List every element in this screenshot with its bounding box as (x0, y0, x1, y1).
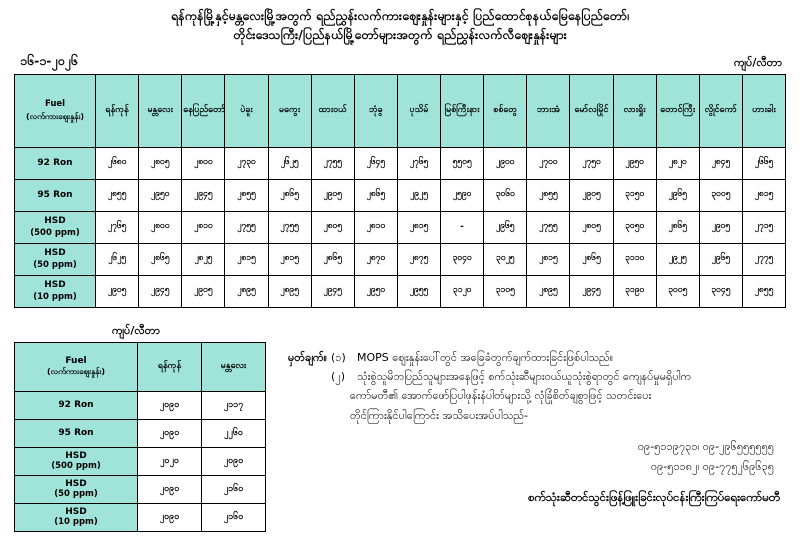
column-header-city: စစ်တွေ (484, 74, 527, 147)
price-cell: ၂၉၀၀ (484, 147, 527, 179)
publication-date: ၁၆-၁-၂၀၂၆ (20, 52, 78, 68)
column-header-city: မကွေး (268, 74, 311, 147)
price-cell: ၂၇၀၀ (527, 147, 570, 179)
price-cell: ၂၉၄၅ (570, 275, 613, 307)
notes-label: မှတ်ချက်။ (288, 350, 328, 364)
price-cell: ၂၀၉၀ (138, 503, 202, 531)
price-cell: ၂၈၁၅ (397, 211, 440, 243)
price-cell: ၅၅၀၅ (441, 147, 484, 179)
price-cell: ၂၇၅၅ (268, 211, 311, 243)
row-label-name: 92 Ron (37, 157, 73, 168)
row-label-spec: (10 ppm) (33, 291, 77, 302)
main-table-fuel-header (15, 74, 96, 147)
table-row (15, 447, 266, 475)
table-row (15, 475, 266, 503)
contact-phone-line: ၀၉-၅၁၁၈၂၊ ၀၉-၇၇၅၂၆၉၆၃၅ (650, 460, 774, 474)
price-cell: ၂၉၅၀ (613, 147, 656, 179)
price-cell: ၂၈၆၅ (354, 179, 397, 211)
price-cell: ၂၈၁၅ (268, 243, 311, 275)
main-table-head (15, 74, 786, 147)
row-label-name: HSD (65, 507, 87, 518)
row-label-name: HSD (44, 280, 66, 291)
price-cell: ၂၈၂၀ (656, 147, 699, 179)
price-cell: ၂၇၅၅ (527, 211, 570, 243)
price-cell: ၂၈၁၀ (182, 211, 225, 243)
price-cell: ၂၈၁၅ (742, 179, 785, 211)
table-row (15, 503, 266, 531)
price-cell: ၂၁၁၇ (202, 391, 266, 419)
row-label-fuel (15, 179, 96, 211)
price-cell: ၂၉၀၅ (699, 211, 742, 243)
price-cell: ၂၀၉၀ (138, 419, 202, 447)
column-header-city: မန္တလေး (202, 342, 266, 391)
price-cell: ၃၁၁၀ (613, 243, 656, 275)
column-header-city: ရန်ကုန် (96, 74, 139, 147)
price-cell: ၃၀၂၅ (484, 243, 527, 275)
price-cell: ၂၉၅၀ (354, 275, 397, 307)
price-cell: ၂၈၉၅ (225, 275, 268, 307)
retail-table-fuel-header-title: Fuel (65, 355, 87, 366)
row-label-spec: (10 ppm) (54, 517, 98, 528)
wholesale-price-table (14, 74, 786, 308)
row-label-fuel (15, 447, 138, 475)
price-cell: ၂၉၂၅ (656, 243, 699, 275)
price-cell: ၃၁၉၀ (613, 275, 656, 307)
table-row (15, 275, 786, 307)
price-cell: ၂၆၈၀ (96, 147, 139, 179)
price-cell: ၂၇၆၅ (397, 147, 440, 179)
price-cell: ၂၉၅၅ (397, 275, 440, 307)
row-label-name: HSD (65, 451, 87, 462)
note-text-continued: တိုင်ကြားနိုင်ပါကြောင်း အသိပေးအပ်ပါသည်- (350, 408, 528, 422)
main-table-fuel-header-title: Fuel (44, 99, 66, 110)
column-header-city: ဟားခါး (742, 74, 785, 147)
column-header-city: ပဲခူး (225, 74, 268, 147)
price-cell: ၂၀၂၀ (138, 447, 202, 475)
column-header-city: မြစ်ကြီးနား (441, 74, 484, 147)
price-cell: ၂၉၄၅ (182, 179, 225, 211)
price-cell: ၂၉၅၀ (139, 179, 182, 211)
price-cell: ၂၆၆၅ (742, 147, 785, 179)
price-cell: - (441, 211, 484, 243)
price-cell: ၂၆၄၅ (354, 147, 397, 179)
price-cell: ၃၀၀၅ (699, 179, 742, 211)
price-cell: ၂၈၆၅ (570, 243, 613, 275)
price-cell: ၂၈၆၅ (139, 243, 182, 275)
price-cell: ၂၈၇၅ (397, 243, 440, 275)
page-title-line-2: တိုင်းဒေသကြီး/ပြည်နယ်မြို့တော်များအတွက် ရည်ညွှန်းလက်လီဈေးနှုန်းများ (233, 27, 567, 43)
note-text-continued: ကော်မတီ၏ အောက်ဖော်ပြပါဖုန်းနံပါတ်များသို့ လုံခြုံစိတ်ချစွာဖြင့် သတင်းပေး (350, 389, 652, 403)
row-label-fuel (15, 475, 138, 503)
note-number: (၁) (331, 350, 346, 364)
column-header-city: နေပြည်တော် (182, 74, 225, 147)
price-cell: ၃၁၅၀ (613, 179, 656, 211)
price-cell: ၂၈၉၅ (268, 275, 311, 307)
row-label-fuel (15, 503, 138, 531)
row-label-name: 95 Ron (58, 428, 94, 439)
column-header-city: ပုသိမ် (397, 74, 440, 147)
table-row (15, 419, 266, 447)
date-unit-row (14, 53, 786, 72)
row-label-name: HSD (65, 479, 87, 490)
price-cell: ၂၇၅၅ (311, 147, 354, 179)
row-label-fuel (15, 391, 138, 419)
price-cell: ၃၀၀၅ (656, 275, 699, 307)
row-label-fuel (15, 275, 96, 307)
price-cell: ၂၉၀၅ (96, 275, 139, 307)
retail-table-head (15, 342, 266, 391)
contact-phone-line: ၀၉-၅၁၁၉၇၃၁၊ ၀၉-၂၉၆၅၅၅၅၅၅ (637, 439, 774, 453)
row-label-spec: (500 ppm) (30, 227, 80, 238)
price-cell: ၂၆၂၅ (268, 147, 311, 179)
retail-table-fuel-header (15, 342, 138, 391)
table-row (15, 147, 786, 179)
row-label-spec: (50 ppm) (54, 489, 98, 500)
price-cell: ၂၇၃၀ (225, 147, 268, 179)
price-cell: ၂၉၄၅ (311, 275, 354, 307)
price-cell: ၂၉၀၅ (570, 179, 613, 211)
price-cell: ၂၆၂၅ (96, 243, 139, 275)
row-label-spec: (50 ppm) (33, 259, 77, 270)
price-cell: ၂၈၅၅ (742, 275, 785, 307)
row-label-name: HSD (44, 248, 66, 259)
price-cell: ၂၅၉၀ (441, 179, 484, 211)
price-cell: ၂၈၀၅ (311, 211, 354, 243)
price-cell: ၂၉၆၅ (656, 179, 699, 211)
column-header-city: ထားဝယ် (311, 74, 354, 147)
price-cell: ၂၁၆၀ (202, 503, 266, 531)
price-cell: ၂၈၁၀ (354, 211, 397, 243)
price-cell: ၂၈၀၀ (182, 147, 225, 179)
price-cell: ၂၈၆၅ (268, 179, 311, 211)
price-cell: ၃၀၅၀ (613, 211, 656, 243)
table-row (15, 243, 786, 275)
note-item-1 (288, 348, 786, 367)
price-cell: ၂၈၁၅ (225, 243, 268, 275)
price-cell: ၂၈၂၅ (182, 243, 225, 275)
price-cell: ၂၈၅၅ (527, 179, 570, 211)
price-cell: ၂၈၀၅ (139, 147, 182, 179)
price-cell: ၂၈၄၅ (699, 147, 742, 179)
table-row (15, 391, 266, 419)
price-cell: ၂၉၀၅ (182, 275, 225, 307)
column-header-city: လွိုင်ကော် (699, 74, 742, 147)
price-cell: ၃၀၄၅ (699, 275, 742, 307)
column-header-city: ဘုံခွ (354, 74, 397, 147)
contact-phone-block (288, 437, 786, 478)
column-header-city: တောင်ကြီး (656, 74, 699, 147)
price-cell: ၂၈၇၀ (354, 243, 397, 275)
column-header-city: လားရှိုး (613, 74, 656, 147)
lower-section (14, 324, 786, 532)
price-cell: ၂၈၀၅ (570, 211, 613, 243)
retail-table-section (14, 324, 270, 532)
price-cell: ၂၀၉၀ (138, 475, 202, 503)
price-cell: ၂၉၆၅ (484, 211, 527, 243)
notes-section (270, 324, 786, 508)
main-table-fuel-header-sub: (လက်ကားဈေးနှုန်း) (25, 112, 85, 122)
row-label-fuel (15, 243, 96, 275)
price-cell: ၂၈၁၅ (527, 243, 570, 275)
note-number: (၂) (331, 370, 346, 383)
note-text: သုံးစွဲသူမိဘပြည်သူများအနေဖြင့် စက်သုံးဆီများဝယ်ယူသုံးစွဲရာတွင် ကျေနပ်မှုမရှိပါက (357, 370, 692, 383)
row-label-fuel (15, 211, 96, 243)
retail-price-unit-label: ကျပ်/လီတာ (112, 323, 160, 337)
price-cell: ၂၈၉၅ (527, 275, 570, 307)
price-cell: ၂၈၅၅ (96, 179, 139, 211)
row-label-fuel (15, 147, 96, 179)
price-cell: ၂၇၅၅ (225, 211, 268, 243)
price-cell: ၂၇၆၅ (96, 211, 139, 243)
price-cell: ၂၉၂၅ (397, 179, 440, 211)
price-cell: ၃၀၄၀ (441, 243, 484, 275)
price-cell: ၂၇၁၅ (742, 211, 785, 243)
table-row (15, 179, 786, 211)
note-text: MOPS ဈေးနှုန်းပေါ်တွင် အခြေခံတွက်ချက်ထားခြင်းဖြစ်ပါသည်။ (357, 350, 614, 364)
retail-table-body (15, 391, 266, 531)
main-table-body (15, 147, 786, 307)
price-cell: ၂၀၉၀ (202, 447, 266, 475)
row-label-name: HSD (44, 216, 66, 227)
row-label-name: 95 Ron (37, 189, 73, 200)
price-cell: ၂၈၆၅ (656, 211, 699, 243)
note-item-2 (288, 367, 786, 386)
retail-table-header-row (15, 342, 266, 391)
row-label-name: 92 Ron (58, 400, 94, 411)
price-cell: ၂၉၆၅ (699, 243, 742, 275)
row-label-spec: (500 ppm) (51, 461, 101, 472)
column-header-city: မော်လမြိုင် (570, 74, 613, 147)
price-cell: ၂၂၆၀ (202, 419, 266, 447)
price-unit-label: ကျပ်/လီတာ (734, 55, 782, 69)
price-cell: ၂၀၉၀ (138, 391, 202, 419)
price-cell: ၂၈၆၅ (311, 243, 354, 275)
table-row (15, 211, 786, 243)
column-header-city: ဘားအံ (527, 74, 570, 147)
price-cell: ၃၁၀၅ (484, 275, 527, 307)
column-header-city: မန္တလေး (139, 74, 182, 147)
document-title-block (14, 6, 786, 45)
price-cell: ၃၁၂၀ (441, 275, 484, 307)
retail-price-table (14, 342, 266, 532)
main-table-header-row (15, 74, 786, 147)
row-label-fuel (15, 419, 138, 447)
price-cell: ၂၇၇၅ (742, 243, 785, 275)
price-cell: ၂၉၄၅ (139, 275, 182, 307)
price-cell: ၂၉၀၅ (311, 179, 354, 211)
issuing-committee: စက်သုံးဆီတင်သွင်းဖြန့်ဖြူးခြင်းလုပ်ငန်းကြီးကြပ်ရေးကော်မတီ (528, 490, 780, 505)
price-cell: ၃၀၆၀ (484, 179, 527, 211)
price-cell: ၂၈၀၀ (139, 211, 182, 243)
column-header-city: ရန်ကုန် (138, 342, 202, 391)
price-cell: ၂၇၅၀ (570, 147, 613, 179)
retail-table-fuel-header-sub: (လက်ကားဈေးနှုန်း) (46, 367, 106, 377)
page-title-line-1: ရန်ကုန်မြို့နှင့်မန္တလေးမြို့အတွက် ရည်ညွှန်းလက်ကားဈေးနှုန်းများနှင့် ပြည်ထောင်စုနယ်မြေနေပြည်တော်၊ (170, 8, 630, 23)
price-cell: ၂၈၅၅ (225, 179, 268, 211)
price-cell: ၂၁၆၀ (202, 475, 266, 503)
